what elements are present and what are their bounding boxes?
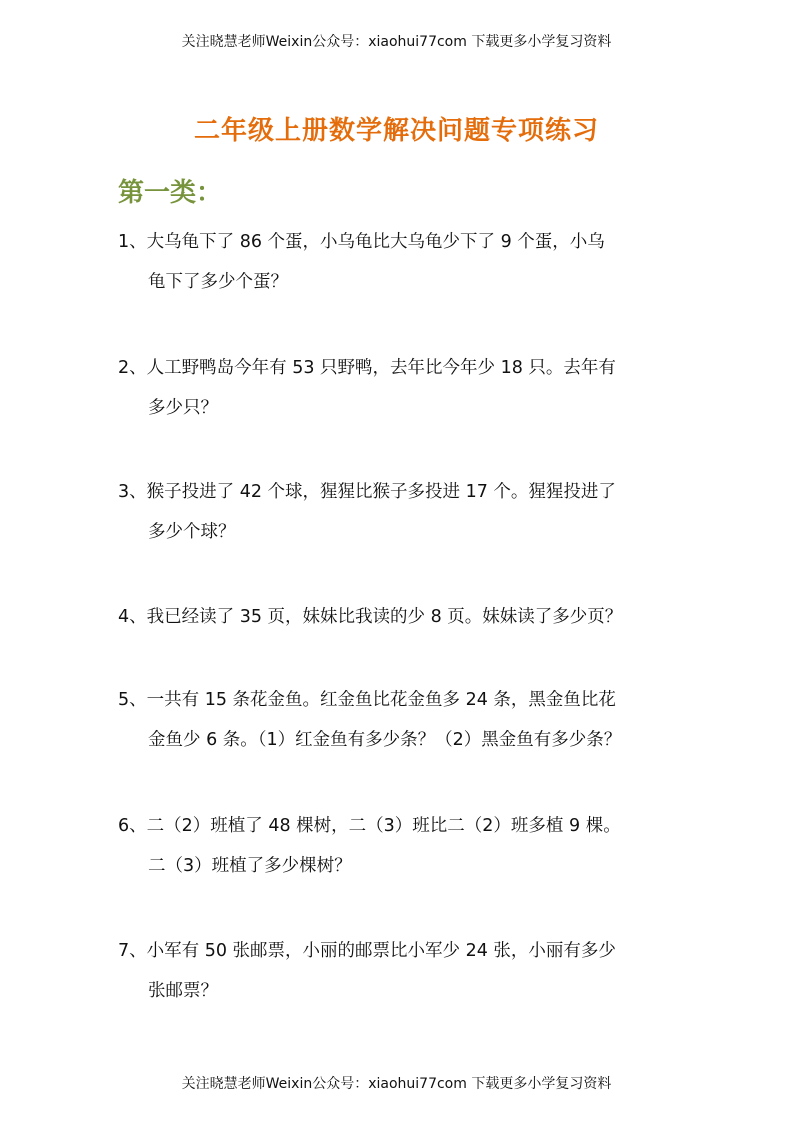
page-header: 关注晓慧老师Weixin公众号：xiaohui77com 下载更多小学复习资料	[181, 34, 612, 50]
question-4	[118, 597, 622, 637]
question-line: 多少只？	[148, 398, 218, 418]
question-line: 张邮票？	[148, 981, 218, 1001]
section-heading: 第一类：	[118, 178, 223, 208]
question-3	[118, 472, 616, 552]
page-title: 二年级上册数学解决问题专项练习	[193, 116, 599, 146]
question-2	[118, 348, 616, 428]
question-line: 7、小军有 50 张邮票，小丽的邮票比小军少 24 张，小丽有多少	[118, 941, 616, 961]
question-7	[118, 931, 616, 1011]
question-line: 6、二（2）班植了 48 棵树，二（3）班比二（2）班多植 9 棵。	[118, 816, 621, 836]
question-line: 2、人工野鸭岛今年有 53 只野鸭，去年比今年少 18 只。去年有	[118, 358, 616, 378]
question-line: 1、大乌龟下了 86 个蛋，小乌龟比大乌龟少下了 9 个蛋，小乌	[118, 232, 605, 252]
question-line: 二（3）班植了多少棵树？	[148, 856, 352, 876]
question-line: 多少个球？	[148, 522, 236, 542]
page-footer: 关注晓慧老师Weixin公众号：xiaohui77com 下载更多小学复习资料	[181, 1076, 612, 1092]
question-line: 4、我已经读了 35 页，妹妹比我读的少 8 页。妹妹读了多少页？	[118, 607, 623, 627]
question-1	[118, 222, 605, 302]
question-6	[118, 806, 621, 886]
question-line: 金鱼少 6 条。（1）红金鱼有多少条？（2）黑金鱼有多少条？	[148, 730, 622, 750]
question-line: 5、一共有 15 条花金鱼。红金鱼比花金鱼多 24 条，黑金鱼比花	[118, 690, 616, 710]
question-line: 3、猴子投进了 42 个球，猩猩比猴子多投进 17 个。猩猩投进了	[118, 482, 616, 502]
question-5	[118, 680, 621, 760]
question-line: 龟下了多少个蛋？	[148, 272, 288, 292]
